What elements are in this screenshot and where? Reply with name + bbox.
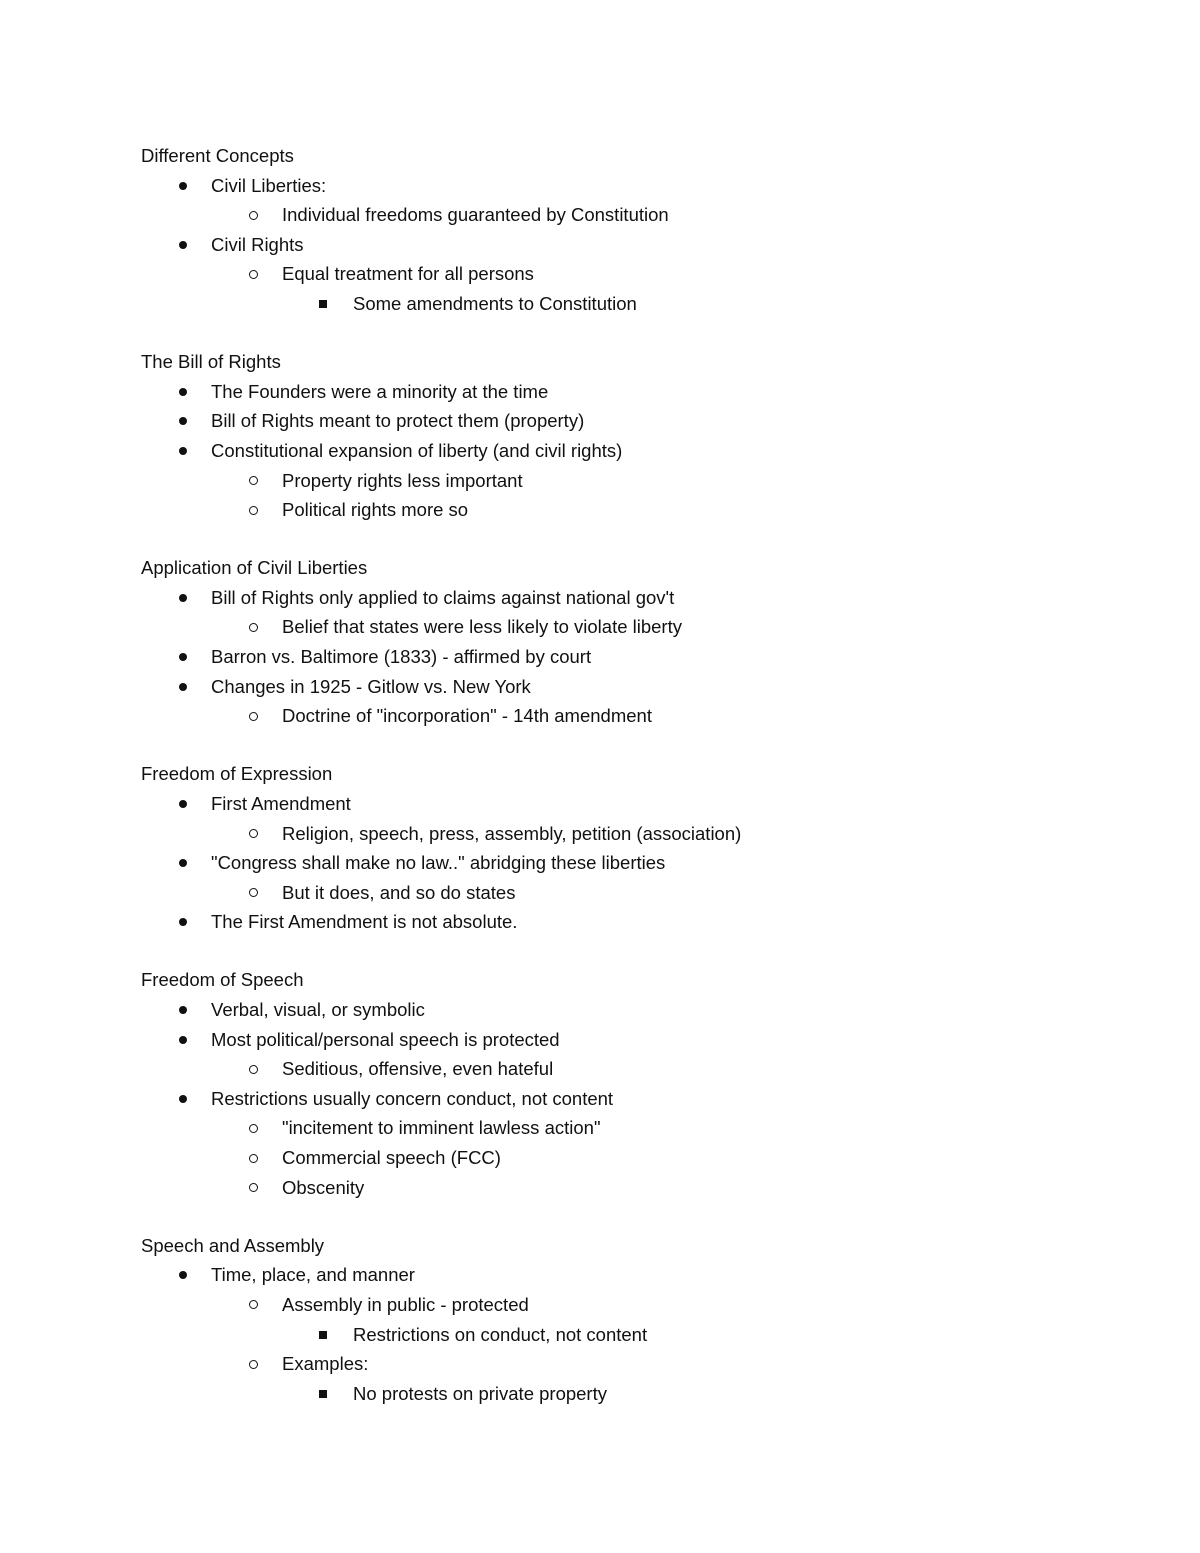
- section-heading: Speech and Assembly: [141, 1234, 325, 1256]
- list-item-text: The Founders were a minority at the time: [211, 380, 549, 402]
- list-item-text: Some amendments to Constitution: [353, 293, 637, 314]
- disc-bullet-icon: [176, 406, 190, 436]
- list-item-text: The First Amendment is not absolute.: [211, 911, 518, 933]
- list-item-text: But it does, and so do states: [282, 881, 516, 903]
- disc-bullet-icon: [176, 171, 190, 201]
- circle-bullet-icon: [246, 612, 260, 642]
- list-item-text: Religion, speech, press, assembly, petition (association): [282, 822, 742, 844]
- list-item-text: Individual freedoms guaranteed by Constitution: [282, 204, 669, 226]
- list-item-text: Examples:: [282, 1353, 369, 1375]
- list-item-text: Equal treatment for all persons: [282, 263, 534, 285]
- list-item-text: Restrictions on conduct, not content: [353, 1323, 648, 1345]
- disc-bullet-icon: [176, 995, 190, 1025]
- circle-bullet-icon: [246, 495, 260, 525]
- list-item-text: Civil Rights: [211, 233, 304, 255]
- list-item-text: Bill of Rights only applied to claims against national gov't: [211, 586, 675, 608]
- disc-bullet-icon: [176, 583, 190, 613]
- list-item-text: Assembly in public - protected: [282, 1293, 529, 1315]
- disc-bullet-icon: [176, 1084, 190, 1114]
- section-heading: Application of Civil Liberties: [141, 557, 368, 579]
- list-item-text: "Congress shall make no law.." abridging these liberties: [211, 852, 666, 874]
- list-item-text: No protests on private property: [353, 1382, 607, 1404]
- disc-bullet-icon: [176, 642, 190, 672]
- disc-bullet-icon: [176, 1025, 190, 1055]
- disc-bullet-icon: [176, 789, 190, 819]
- list-item-text: Barron vs. Baltimore (1833) - affirmed by court: [211, 646, 592, 667]
- disc-bullet-icon: [176, 848, 190, 878]
- circle-bullet-icon: [246, 1173, 260, 1203]
- list-item-text: "incitement to imminent lawless action": [282, 1117, 601, 1139]
- circle-bullet-icon: [246, 1054, 260, 1084]
- circle-bullet-icon: [246, 466, 260, 496]
- disc-bullet-icon: [176, 672, 190, 702]
- disc-bullet-icon: [176, 907, 190, 937]
- list-item-text: Changes in 1925 - Gitlow vs. New York: [211, 675, 531, 697]
- square-bullet-icon: [316, 289, 330, 319]
- circle-bullet-icon: [246, 819, 260, 849]
- circle-bullet-icon: [246, 701, 260, 731]
- list-item-text: Seditious, offensive, even hateful: [282, 1058, 554, 1080]
- list-item-text: Most political/personal speech is protected: [211, 1028, 560, 1050]
- list-item-text: Commercial speech (FCC): [282, 1147, 501, 1168]
- list-item-text: Political rights more so: [282, 499, 469, 521]
- circle-bullet-icon: [246, 1349, 260, 1379]
- disc-bullet-icon: [176, 377, 190, 407]
- list-item-text: Doctrine of "incorporation" - 14th amendment: [282, 705, 652, 727]
- section-heading: Different Concepts: [141, 145, 294, 166]
- list-item-text: Bill of Rights meant to protect them (property): [211, 410, 585, 432]
- list-item-text: Restrictions usually concern conduct, not content: [211, 1087, 614, 1109]
- square-bullet-icon: [316, 1379, 330, 1409]
- list-item-text: Obscenity: [282, 1176, 365, 1198]
- disc-bullet-icon: [176, 230, 190, 260]
- section-heading: Freedom of Expression: [141, 763, 333, 785]
- section-heading: The Bill of Rights: [141, 351, 281, 373]
- disc-bullet-icon: [176, 1260, 190, 1290]
- list-item-text: Verbal, visual, or symbolic: [211, 999, 425, 1020]
- disc-bullet-icon: [176, 436, 190, 466]
- list-item-text: Belief that states were less likely to violate liberty: [282, 616, 682, 638]
- list-item-text: Constitutional expansion of liberty (and civil rights): [211, 439, 623, 461]
- list-item-text: First Amendment: [211, 792, 351, 814]
- circle-bullet-icon: [246, 259, 260, 289]
- section-heading: Freedom of Speech: [141, 969, 304, 991]
- circle-bullet-icon: [246, 200, 260, 230]
- square-bullet-icon: [316, 1320, 330, 1350]
- list-item-text: Civil Liberties:: [211, 174, 327, 196]
- circle-bullet-icon: [246, 1143, 260, 1173]
- list-item-text: Property rights less important: [282, 469, 523, 491]
- list-item-text: Time, place, and manner: [211, 1264, 415, 1286]
- circle-bullet-icon: [246, 878, 260, 908]
- circle-bullet-icon: [246, 1113, 260, 1143]
- circle-bullet-icon: [246, 1290, 260, 1320]
